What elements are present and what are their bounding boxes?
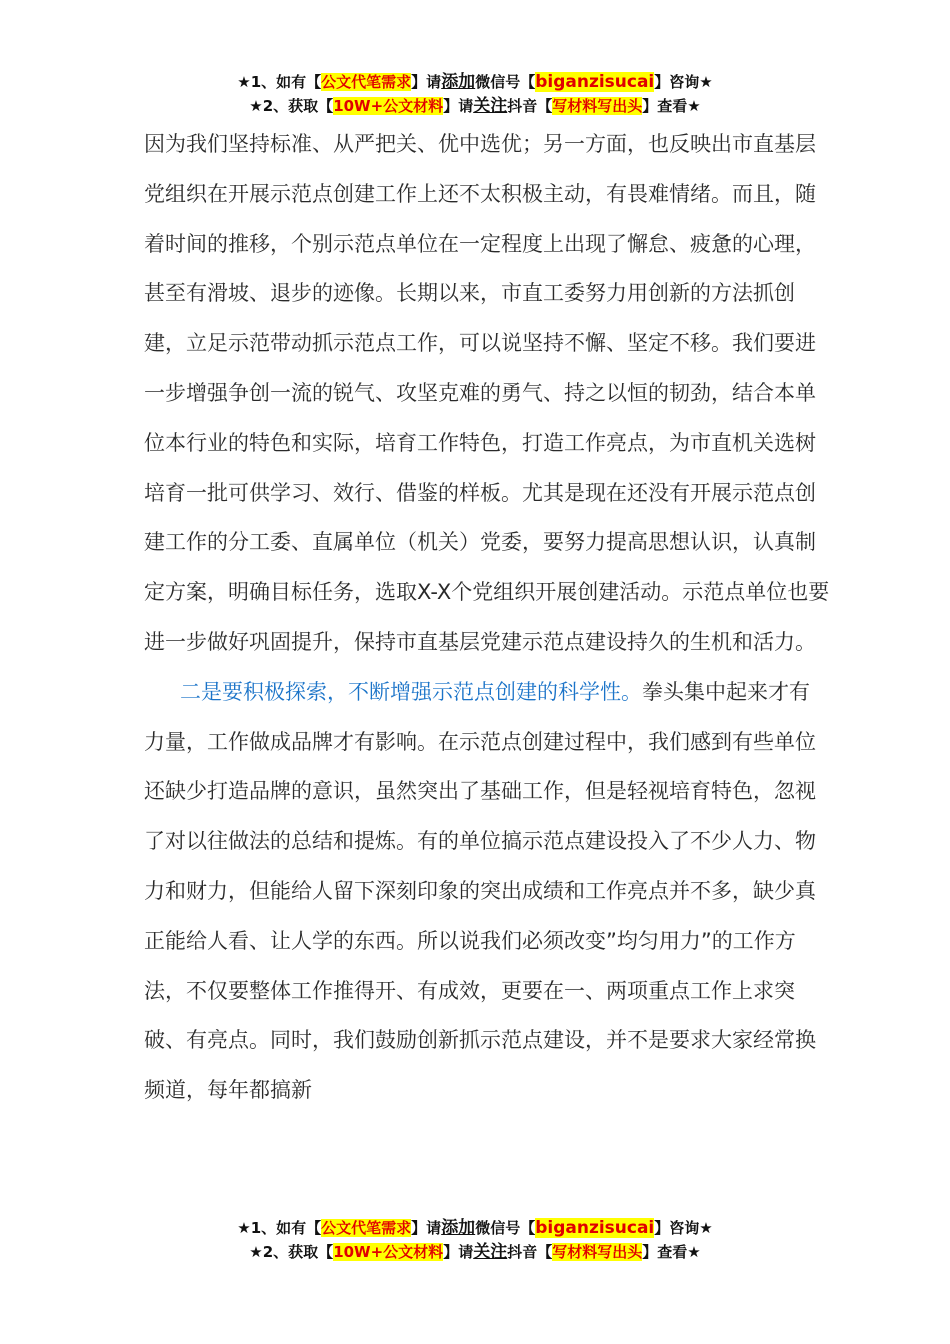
banner-line-1 <box>0 70 950 94</box>
banner-text: 抖音【 <box>507 1243 553 1261</box>
document-body <box>144 120 830 1116</box>
paragraph: 因为我们坚持标准、从严把关、优中选优；另一方面，也反映出市直基层党组织在开展示范点创建工作上还不太积极主动，有畏难情绪。而且，随着时间的推移，个别示范点单位在一定程度上出现了懈怠、疲惫的心理，甚至有滑坡、退步的迹像。长期以来，市直工委努力用创新的方法抓创建，立足示范带动抓示范点工作，可以说坚持不懈、坚定不移。我们要进一步增强争创一流的锐气、攻坚克难的勇气、持之以恒的韧劲，结合本单位本行业的特色和实际，培育工作特色，打造工作亮点，为市直机关选树培育一批可供学习、效行、借鉴的样板。尤其是现在还没有开展示范点创建工作的分工委、直属单位（机关）党委，要努力提高思想认识，认真制定方案，明确目标任务，选取X-X个党组织开展创建活动。示范点单位也要进一步做好巩固提升，保持市直基层党建示范点建设持久的生机和活力。 <box>144 132 830 654</box>
banner-text: 】请 <box>443 1243 474 1261</box>
banner-highlight: 公文代笔需求 <box>321 73 412 91</box>
banner-line-2 <box>0 94 950 118</box>
banner-emphasis: 关注 <box>473 96 508 116</box>
paragraph <box>144 668 830 1116</box>
banner-highlight: 公文代笔需求 <box>321 1219 412 1237</box>
footer-banner <box>0 1216 950 1264</box>
banner-text: 】请 <box>443 97 474 115</box>
banner-line-1 <box>0 1216 950 1240</box>
banner-text: 】请 <box>411 1219 442 1237</box>
banner-wechat-id: biganzisucai <box>535 1218 655 1238</box>
banner-text: 微信号【 <box>475 73 536 91</box>
banner-emphasis: 添加 <box>441 1218 476 1238</box>
banner-highlight: 写材料写出头 <box>552 97 643 115</box>
banner-text: 抖音【 <box>507 97 553 115</box>
banner-highlight: 10W+公文材料 <box>333 97 444 115</box>
banner-text: ★1、如有【 <box>237 73 322 91</box>
banner-emphasis: 添加 <box>441 72 476 92</box>
banner-text: 】咨询★ <box>654 73 713 91</box>
banner-text: ★1、如有【 <box>237 1219 322 1237</box>
banner-text: 微信号【 <box>475 1219 536 1237</box>
banner-line-2 <box>0 1240 950 1264</box>
banner-emphasis: 关注 <box>473 1242 508 1262</box>
banner-text: ★2、获取【 <box>249 97 334 115</box>
banner-text: 】查看★ <box>642 97 701 115</box>
banner-text: 】查看★ <box>642 1243 701 1261</box>
banner-text: 】咨询★ <box>654 1219 713 1237</box>
paragraph-text: 拳头集中起来才有力量，工作做成品牌才有影响。在示范点创建过程中，我们感到有些单位还缺少打造品牌的意识，虽然突出了基础工作，但是轻视培育特色，忽视了对以往做法的总结和提炼。有的单位搞示范点建设投入了不少人力、物力和财力，但能给人留下深刻印象的突出成绩和工作亮点并不多，缺少真正能给人看、让人学的东西。所以说我们必须改变”均匀用力”的工作方法，不仅要整体工作推得开、有成效，更要在一、两项重点工作上求突破、有亮点。同时，我们鼓励创新抓示范点建设，并不是要求大家经常换频道，每年都搞新 <box>144 679 816 1103</box>
banner-text: ★2、获取【 <box>249 1243 334 1261</box>
section-heading: 二是要积极探索，不断增强示范点创建的科学性。 <box>180 679 642 704</box>
banner-text: 】请 <box>411 73 442 91</box>
header-banner <box>0 70 950 118</box>
banner-wechat-id: biganzisucai <box>535 72 655 92</box>
banner-highlight: 10W+公文材料 <box>333 1243 444 1261</box>
banner-highlight: 写材料写出头 <box>552 1243 643 1261</box>
